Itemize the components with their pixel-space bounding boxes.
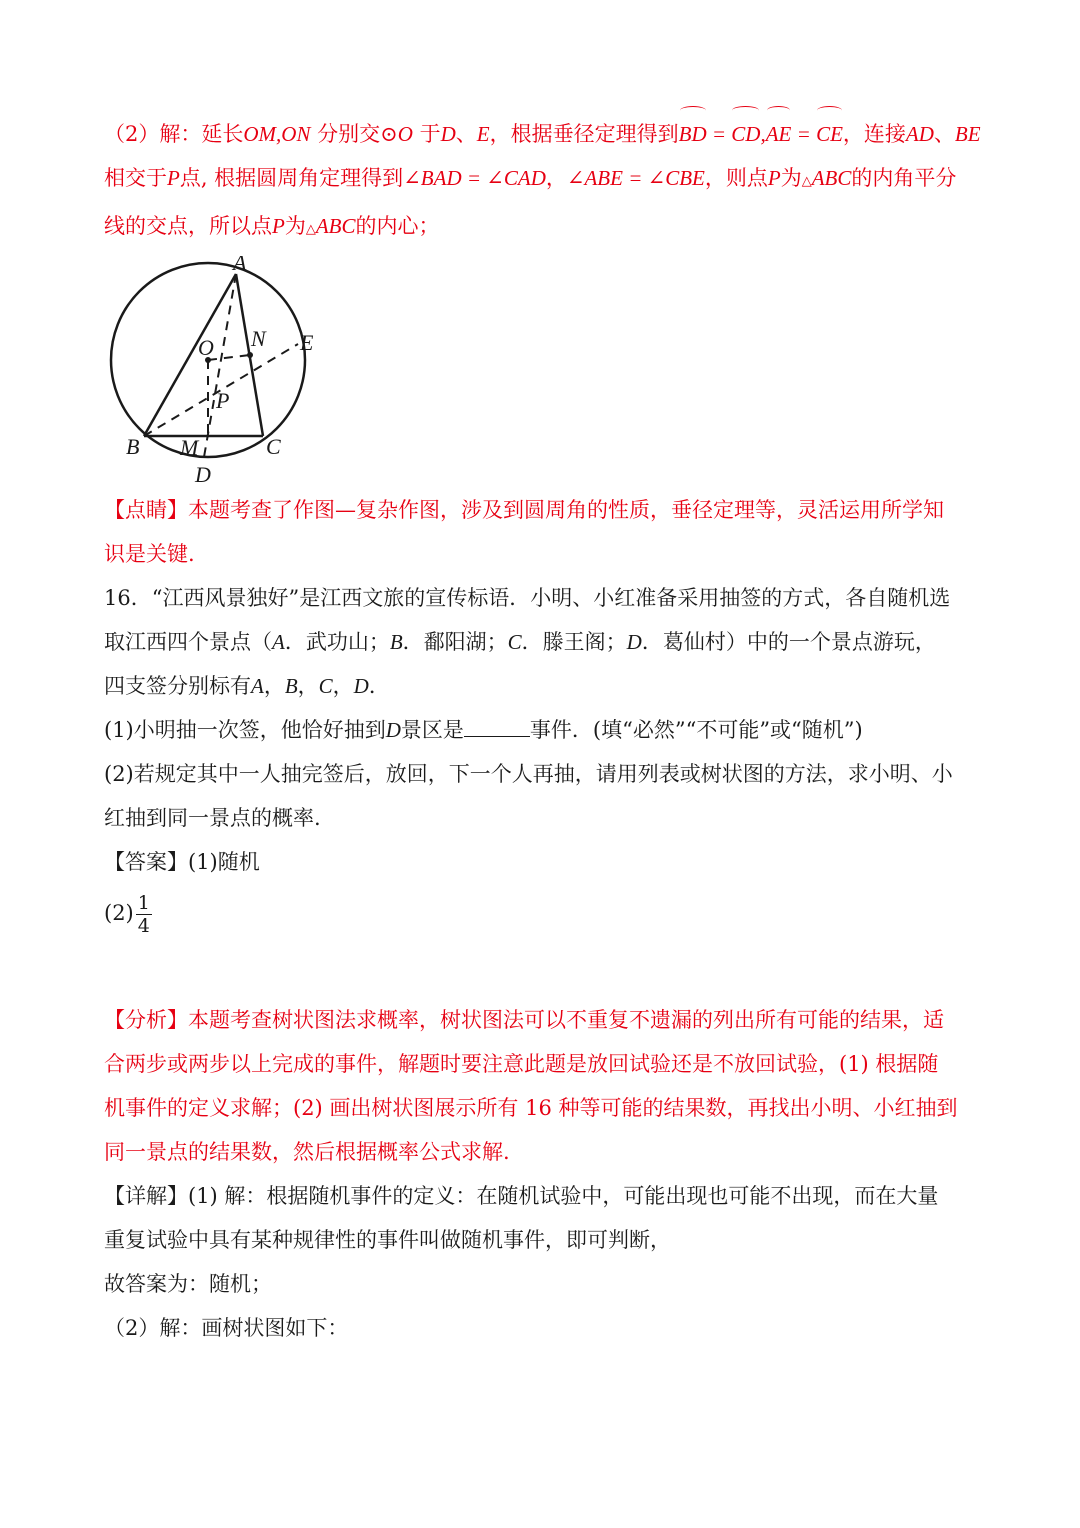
math: , <box>760 122 766 146</box>
text: ， <box>332 674 354 698</box>
q16-line-2 <box>104 620 980 664</box>
text: 于 <box>412 122 441 146</box>
math: B <box>389 630 403 654</box>
solution-line-3 <box>104 204 980 252</box>
math: P <box>272 214 285 238</box>
triangle-symbol: △ <box>801 174 812 189</box>
fraction-denominator: 4 <box>137 915 150 937</box>
math: ABC <box>315 214 356 238</box>
text: 分别交⊙ <box>310 122 398 146</box>
math: OM <box>243 122 277 146</box>
label-a: A <box>233 256 247 275</box>
label-e: E <box>300 330 314 355</box>
text: ，根据垂径定理得到 <box>489 122 679 146</box>
solution-line-1 <box>104 108 980 156</box>
equals: = <box>706 122 732 146</box>
math: D <box>440 122 456 146</box>
detail-line-3: 故答案为：随机； <box>104 1272 272 1296</box>
math: C <box>507 630 522 654</box>
fraction-one-quarter <box>136 892 152 937</box>
text: （2）解：延长 <box>104 122 244 146</box>
text: 为 <box>284 214 306 238</box>
answer-line-2 <box>104 884 980 942</box>
dianjing-line-2: 识是关键. <box>104 542 195 566</box>
math: ABC <box>811 166 852 190</box>
math: P <box>767 166 781 190</box>
label-m: M <box>180 435 199 460</box>
spacer <box>104 942 980 998</box>
label-n: N <box>251 326 266 351</box>
analysis-line-3: 机事件的定义求解；(2) 画出树状图展示所有 16 种等可能的结果数，再找出小明、小红抽到 <box>104 1096 958 1120</box>
math: A <box>251 674 264 698</box>
text: 四支签分别标有 <box>104 674 251 698</box>
text: 的内心； <box>355 214 440 238</box>
math: ON <box>281 122 311 146</box>
analysis-line-2: 合两步或两步以上完成的事件，解题时要注意此题是放回试验还是不放回试验，(1) 根据随 <box>104 1052 939 1076</box>
text: ．鄱阳湖； <box>402 630 508 654</box>
text: (1)小明抽一次签，他恰好抽到 <box>104 718 386 742</box>
dianjing-line-1: 【点睛】本题考查了作图—复杂作图，涉及到圆周角的性质，垂径定理等，灵活运用所学知 <box>104 498 944 522</box>
text: (2) <box>104 901 134 925</box>
q16-line-4 <box>104 708 980 752</box>
label-b: B <box>126 434 140 459</box>
math: B <box>284 674 298 698</box>
math: ∠ABE = ∠CBE <box>566 166 705 190</box>
q16-line-6: 红抽到同一景点的概率. <box>104 806 321 830</box>
text: ， <box>297 674 319 698</box>
dashed-on <box>208 355 250 360</box>
text: ， <box>545 166 567 190</box>
detail-line-4: （2）解：画树状图如下： <box>104 1316 349 1340</box>
answer-line-1: 【答案】(1)随机 <box>104 850 260 874</box>
text: 线的交点，所以点 <box>104 214 272 238</box>
label-d: D <box>195 462 211 486</box>
math: D <box>626 630 642 654</box>
arc-cd: CD <box>731 108 760 156</box>
equals: = <box>791 122 817 146</box>
point-n <box>247 352 253 358</box>
math: O <box>397 122 413 146</box>
text: 、 <box>933 122 955 146</box>
text: ．滕王阁； <box>521 630 627 654</box>
detail-line-1: 【详解】(1) 解：根据随机事件的定义：在随机试验中，可能出现也可能不出现，而在大量 <box>104 1184 939 1208</box>
triangle-symbol: △ <box>305 222 316 237</box>
text: 、 <box>455 122 477 146</box>
math: E <box>476 122 490 146</box>
math: ∠BAD = ∠CAD <box>403 166 546 190</box>
q16-line-1: 16．“江西风景独好”是江西文旅的宣传标语．小明、小红准备采用抽签的方式，各自随机选 <box>104 586 951 610</box>
math: AD <box>905 122 934 146</box>
q16-line-3 <box>104 664 980 708</box>
text: 相交于 <box>104 166 167 190</box>
text: 的内角平分 <box>851 166 957 190</box>
text: 为 <box>780 166 802 190</box>
circle-geometry-figure <box>106 256 336 486</box>
text: 取江西四个景点（ <box>104 630 272 654</box>
text: 事件．(填“必然”“不可能”或“随机”) <box>529 718 863 742</box>
arc-bd: BD <box>679 108 707 156</box>
fraction-numerator: 1 <box>137 892 150 914</box>
text: ， <box>263 674 285 698</box>
math: , <box>276 122 282 146</box>
math: D <box>353 674 369 698</box>
solution-line-2 <box>104 156 980 204</box>
text: ．武功山； <box>284 630 390 654</box>
math: D <box>385 718 401 742</box>
math: C <box>318 674 333 698</box>
text: ，连接 <box>842 122 906 146</box>
label-p: P <box>216 388 230 413</box>
arc-ce: CE <box>816 108 843 156</box>
label-o: O <box>198 335 214 360</box>
text: 景区是 <box>400 718 464 742</box>
text: ，则点 <box>704 166 768 190</box>
math: A <box>272 630 285 654</box>
analysis-line-1: 【分析】本题考查树状图法求概率，树状图法可以不重复不遗漏的列出所有可能的结果，适 <box>104 1008 944 1032</box>
text: ．葛仙村）中的一个景点游玩， <box>641 630 936 654</box>
text: ． <box>368 674 390 698</box>
arc-ae: AE <box>766 108 792 156</box>
math: BE <box>954 122 981 146</box>
q16-line-5: (2)若规定其中一人抽完签后，放回，下一个人再抽，请用列表或树状图的方法，求小明、小 <box>104 762 953 786</box>
detail-line-2: 重复试验中具有某种规律性的事件叫做随机事件，即可判断， <box>104 1228 671 1252</box>
answer-blank <box>464 716 530 737</box>
text: 点, 根据圆周角定理得到 <box>179 166 404 190</box>
analysis-line-4: 同一景点的结果数，然后根据概率公式求解. <box>104 1140 510 1164</box>
label-c: C <box>266 434 281 459</box>
math: P <box>167 166 180 190</box>
document-page <box>104 108 980 1350</box>
